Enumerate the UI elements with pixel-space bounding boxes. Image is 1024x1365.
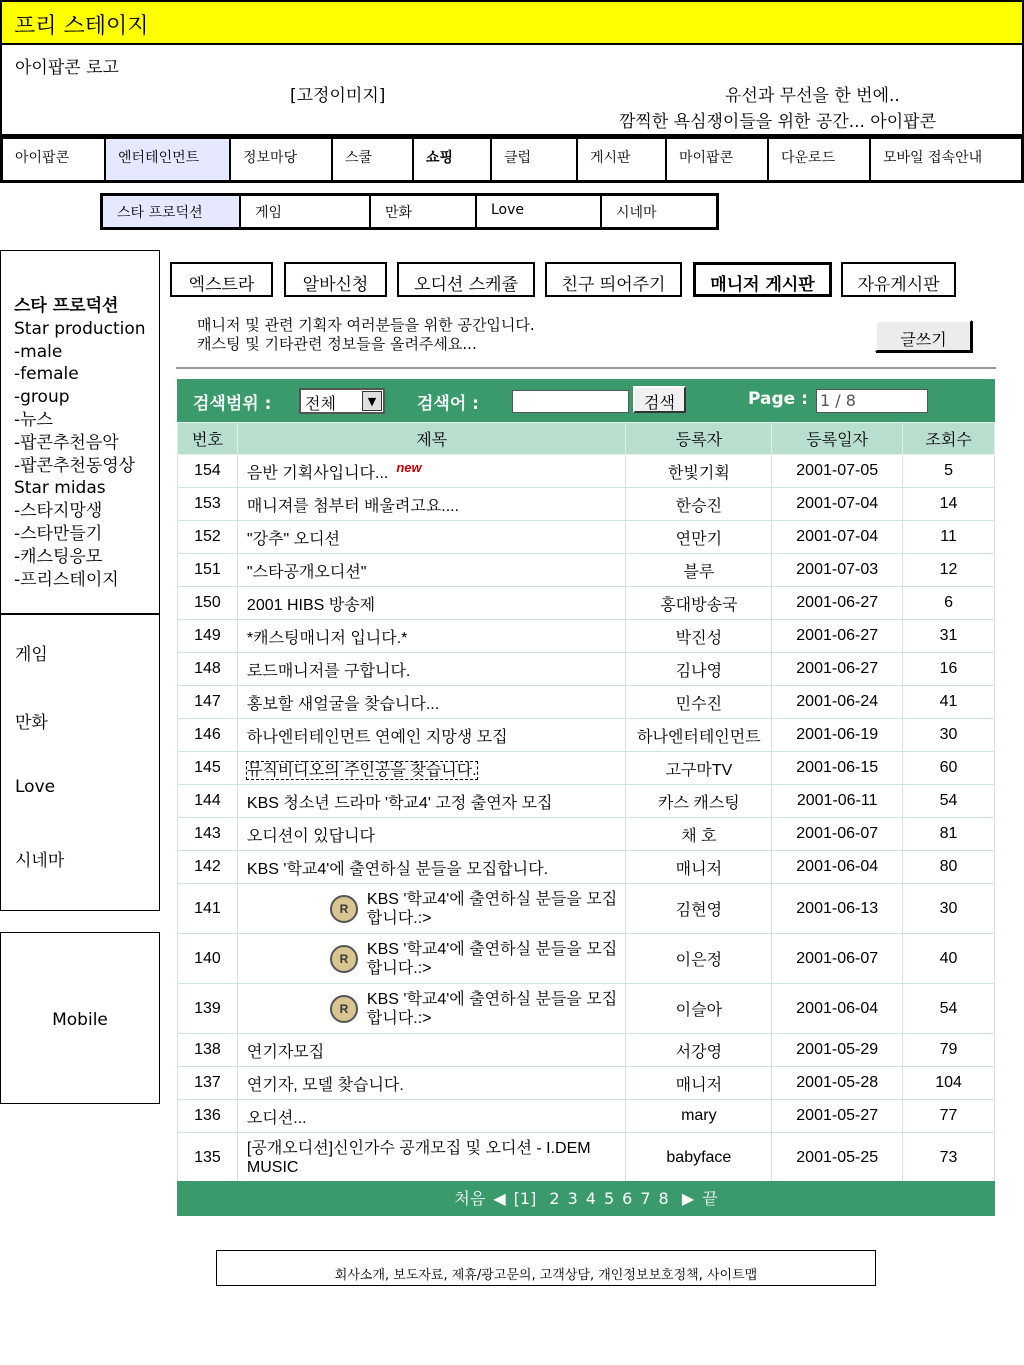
- row-title[interactable]: 로드매니저를 구합니다.: [237, 653, 626, 686]
- table-row[interactable]: [178, 620, 995, 653]
- reply-icon: R: [330, 895, 358, 923]
- row-date: 2001-06-24: [772, 686, 903, 719]
- table-row[interactable]: [178, 521, 995, 554]
- row-number: 141: [178, 884, 238, 934]
- col-date: 등록일자: [772, 423, 903, 455]
- table-row[interactable]: [178, 686, 995, 719]
- row-number: 148: [178, 653, 238, 686]
- row-title[interactable]: 오디션...: [237, 1100, 626, 1133]
- row-date: 2001-06-04: [772, 851, 903, 884]
- nav-school[interactable]: 스쿨: [333, 139, 414, 180]
- row-date: 2001-06-11: [772, 785, 903, 818]
- row-author: 매니저: [626, 1067, 772, 1100]
- row-title[interactable]: *캐스팅매니저 입니다.*: [237, 620, 626, 653]
- row-date: 2001-06-04: [772, 984, 903, 1034]
- mobile-label: Mobile: [52, 1010, 108, 1030]
- row-title-cell[interactable]: [237, 455, 626, 488]
- row-views: 30: [903, 884, 995, 934]
- page-link[interactable]: 2: [549, 1189, 560, 1208]
- dropdown-arrow-icon[interactable]: ▼: [362, 391, 382, 411]
- row-views: 12: [903, 554, 995, 587]
- nav-club[interactable]: 클럽: [492, 139, 578, 180]
- table-row-reply[interactable]: [178, 934, 995, 984]
- row-title[interactable]: 2001 HIBS 방송제: [237, 587, 626, 620]
- slogan-line1: 유선과 무선을 한 번에..: [725, 86, 900, 106]
- subnav-star-production[interactable]: 스타 프로덕션: [103, 196, 241, 227]
- row-views: 11: [903, 521, 995, 554]
- sidebar-item-casting[interactable]: -캐스팅응모: [14, 546, 103, 567]
- row-date: 2001-07-03: [772, 554, 903, 587]
- reply-icon: R: [330, 995, 358, 1023]
- site-logo[interactable]: 아이팝콘 로고: [15, 58, 119, 78]
- row-views: 104: [903, 1067, 995, 1100]
- row-date: 2001-07-04: [772, 521, 903, 554]
- search-keyword-label: 검색어 :: [417, 394, 479, 414]
- row-views: 30: [903, 719, 995, 752]
- nav-ipopcorn[interactable]: 아이팝콘: [3, 139, 106, 180]
- scope-value: 전체: [305, 394, 336, 413]
- table-row[interactable]: [178, 455, 995, 488]
- page-title: 프리 스테이지: [0, 0, 1024, 45]
- subnav-game[interactable]: 게임: [241, 196, 371, 227]
- row-number: 147: [178, 686, 238, 719]
- row-title[interactable]: 매니져를 첨부터 배울려고요....: [237, 488, 626, 521]
- row-author: babyface: [626, 1133, 772, 1183]
- new-badge: new: [396, 459, 422, 475]
- row-views: 14: [903, 488, 995, 521]
- row-title[interactable]: 오디션이 있답니다: [237, 818, 626, 851]
- row-date: 2001-06-27: [772, 653, 903, 686]
- page-last[interactable]: 끝: [702, 1189, 718, 1208]
- row-author: 연만기: [626, 521, 772, 554]
- nav-info[interactable]: 정보마당: [231, 139, 333, 180]
- search-button[interactable]: 검색: [633, 386, 686, 413]
- page-current: [1]: [513, 1189, 537, 1208]
- description-line1: 매니저 및 관련 기획자 여러분들을 위한 공간입니다.: [197, 316, 535, 334]
- table-row[interactable]: [178, 719, 995, 752]
- table-row[interactable]: [178, 1100, 995, 1133]
- row-views: 5: [903, 455, 995, 488]
- row-date: 2001-06-27: [772, 587, 903, 620]
- board-description: [197, 316, 535, 354]
- sidebar-item-news[interactable]: -뉴스: [14, 409, 53, 430]
- row-date: 2001-05-27: [772, 1100, 903, 1133]
- row-number: 143: [178, 818, 238, 851]
- row-author: 하나엔터테인먼트: [626, 719, 772, 752]
- row-number: 135: [178, 1133, 238, 1183]
- table-row[interactable]: [178, 1034, 995, 1067]
- row-views: 77: [903, 1100, 995, 1133]
- row-date: 2001-06-15: [772, 752, 903, 785]
- row-views: 80: [903, 851, 995, 884]
- row-views: 54: [903, 984, 995, 1034]
- row-author: 서강영: [626, 1034, 772, 1067]
- row-date: 2001-05-28: [772, 1067, 903, 1100]
- sidebar-cinema[interactable]: 시네마: [15, 851, 65, 871]
- row-title-cell[interactable]: [237, 884, 626, 934]
- description-line2: 캐스팅 및 기타관련 정보들을 올려주세요...: [197, 335, 477, 353]
- table-row[interactable]: [178, 851, 995, 884]
- row-views: 41: [903, 686, 995, 719]
- write-button[interactable]: 글쓰기: [875, 320, 972, 352]
- page-link[interactable]: 5: [603, 1189, 615, 1208]
- row-views: 16: [903, 653, 995, 686]
- row-number: 136: [178, 1100, 238, 1133]
- sidebar-item-female[interactable]: -female: [14, 364, 79, 385]
- table-row-reply[interactable]: [178, 984, 995, 1034]
- row-title[interactable]: 뮤직비디오의 주인공을 찾습니다.: [246, 761, 477, 779]
- sub-nav: [100, 193, 719, 230]
- row-date: 2001-06-07: [772, 934, 903, 984]
- divider: [176, 367, 996, 369]
- sidebar-item-male[interactable]: -male: [14, 341, 63, 362]
- row-author: 김현영: [626, 884, 772, 934]
- row-views: 73: [903, 1133, 995, 1183]
- row-author: 고구마TV: [626, 752, 772, 785]
- row-title[interactable]: [공개오디션]신인가수 공개모집 및 오디션 - I.DEM MUSIC: [237, 1133, 626, 1183]
- row-author: 채 호: [626, 818, 772, 851]
- col-number: 번호: [178, 423, 238, 455]
- subnav-cinema[interactable]: 시네마: [616, 205, 657, 221]
- tab-audition-schedule[interactable]: 오디션 스케쥴: [397, 262, 535, 297]
- table-row[interactable]: [178, 653, 995, 686]
- row-author: 한빛기획: [626, 455, 772, 488]
- main-nav: [0, 136, 1024, 183]
- row-date: 2001-06-13: [772, 884, 903, 934]
- sidebar-item-freestage[interactable]: -프리스테이지: [14, 569, 119, 590]
- sidebar-love[interactable]: Love: [15, 777, 56, 797]
- col-views: 조회수: [903, 423, 995, 455]
- row-author: 민수진: [626, 686, 772, 719]
- row-author: 박진성: [626, 620, 772, 653]
- sidebar-comic[interactable]: 만화: [15, 713, 48, 733]
- tab-extra[interactable]: 엑스트라: [170, 262, 273, 297]
- row-number: 153: [178, 488, 238, 521]
- tab-part-time[interactable]: 알바신청: [284, 262, 387, 297]
- nav-board[interactable]: 게시판: [578, 139, 667, 180]
- page-next-icon[interactable]: ▶: [681, 1189, 695, 1208]
- row-author: 홍대방송국: [626, 587, 772, 620]
- row-views: 60: [903, 752, 995, 785]
- sidebar-item-video[interactable]: -팝콘추천동영상: [14, 455, 136, 476]
- row-date: 2001-05-25: [772, 1133, 903, 1183]
- table-row[interactable]: [178, 818, 995, 851]
- row-author: 매니저: [626, 851, 772, 884]
- tab-free-board[interactable]: 자유게시판: [841, 262, 956, 297]
- row-number: 144: [178, 785, 238, 818]
- row-views: 79: [903, 1034, 995, 1067]
- page-link[interactable]: 8: [658, 1189, 669, 1208]
- row-number: 150: [178, 587, 238, 620]
- row-title[interactable]: KBS '학교4'에 출연하실 분들을 모집합니다.:>: [366, 990, 618, 1027]
- table-row-reply[interactable]: [178, 884, 995, 934]
- row-number: 138: [178, 1034, 238, 1067]
- sidebar-game[interactable]: 게임: [15, 645, 48, 665]
- sidebar-categories: [0, 614, 160, 911]
- row-views: 6: [903, 587, 995, 620]
- row-title[interactable]: KBS '학교4'에 출연하실 분들을 모집합니다.: [237, 851, 626, 884]
- sidebar-item-make-star[interactable]: -스타만들기: [14, 523, 103, 544]
- slogan-line2: 깜찍한 욕심쟁이들을 위한 공간... 아이팝콘: [619, 112, 937, 132]
- row-author: 카스 캐스팅: [626, 785, 772, 818]
- row-date: 2001-06-19: [772, 719, 903, 752]
- row-title[interactable]: 음반 기획사입니다...: [246, 464, 389, 482]
- row-author: 한승진: [626, 488, 772, 521]
- row-title-cell[interactable]: [237, 934, 626, 984]
- pagination: [177, 1181, 995, 1216]
- page-link[interactable]: 7: [640, 1189, 651, 1208]
- row-title[interactable]: 연기자모집: [237, 1034, 626, 1067]
- page-label: Page :: [748, 389, 808, 409]
- page-first[interactable]: 처음: [454, 1189, 486, 1208]
- row-title[interactable]: KBS 청소년 드라마 '학교4' 고정 출연자 모집: [237, 785, 626, 818]
- row-number: 137: [178, 1067, 238, 1100]
- row-number: 149: [178, 620, 238, 653]
- table-row[interactable]: [178, 1133, 995, 1183]
- col-title: 제목: [237, 423, 626, 455]
- search-scope-select[interactable]: [299, 388, 385, 414]
- row-title[interactable]: "스타공개오디션": [237, 554, 626, 587]
- page-input[interactable]: 1 / 8: [816, 389, 928, 413]
- row-date: 2001-07-04: [772, 488, 903, 521]
- row-number: 154: [178, 455, 238, 488]
- sidebar-item-aspirant[interactable]: -스타지망생: [14, 501, 103, 522]
- sidebar-heading: 스타 프로덕션: [14, 296, 119, 316]
- sidebar-item-music[interactable]: -팝콘추천음악: [14, 432, 119, 453]
- reply-icon: R: [330, 945, 358, 973]
- row-number: 139: [178, 984, 238, 1034]
- row-date: 2001-05-29: [772, 1034, 903, 1067]
- col-author: 등록자: [626, 423, 772, 455]
- tab-manager-board[interactable]: 매니저 게시판: [693, 262, 832, 297]
- row-title[interactable]: KBS '학교4'에 출연하실 분들을 모집합니다.:>: [366, 890, 618, 927]
- row-number: 146: [178, 719, 238, 752]
- nav-entertainment[interactable]: 엔터테인먼트: [106, 139, 231, 180]
- row-title[interactable]: 홍보할 새얼굴을 찾습니다...: [237, 686, 626, 719]
- table-row[interactable]: [178, 554, 995, 587]
- sidebar-item-star-midas[interactable]: Star midas: [14, 478, 106, 499]
- fixed-image: [고정이미지]: [290, 86, 386, 106]
- row-title-cell[interactable]: [237, 752, 626, 785]
- row-title[interactable]: 하나엔터테인먼트 연예인 지망생 모집: [237, 719, 626, 752]
- nav-mobile-guide[interactable]: 모바일 접속안내: [883, 150, 983, 166]
- row-author: 이은정: [626, 934, 772, 984]
- table-header: [178, 423, 995, 455]
- table-row[interactable]: [178, 752, 995, 785]
- row-number: 152: [178, 521, 238, 554]
- post-table: [177, 422, 995, 1183]
- row-title[interactable]: "강추" 오디션: [237, 521, 626, 554]
- row-number: 151: [178, 554, 238, 587]
- header: [0, 45, 1024, 136]
- row-author: 이슬아: [626, 984, 772, 1034]
- row-number: 142: [178, 851, 238, 884]
- row-views: 40: [903, 934, 995, 984]
- row-author: mary: [626, 1100, 772, 1133]
- row-date: 2001-06-27: [772, 620, 903, 653]
- row-author: 김나영: [626, 653, 772, 686]
- row-title[interactable]: 연기자, 모델 찾습니다.: [237, 1067, 626, 1100]
- search-input[interactable]: [512, 390, 629, 413]
- page-prev-icon[interactable]: ◀: [493, 1189, 506, 1208]
- row-views: 81: [903, 818, 995, 851]
- sidebar-item-group[interactable]: -group: [14, 387, 70, 408]
- table-row[interactable]: [178, 488, 995, 521]
- row-date: 2001-06-07: [772, 818, 903, 851]
- sidebar-item-star-production[interactable]: Star production: [14, 318, 146, 339]
- row-title[interactable]: KBS '학교4'에 출연하실 분들을 모집합니다.:>: [366, 940, 618, 977]
- row-views: 54: [903, 785, 995, 818]
- table-row[interactable]: [178, 1067, 995, 1100]
- row-date: 2001-07-05: [772, 455, 903, 488]
- table-row[interactable]: [178, 785, 995, 818]
- nav-shopping[interactable]: 쇼핑: [414, 139, 492, 180]
- subnav-love[interactable]: Love: [477, 196, 602, 227]
- row-views: 31: [903, 620, 995, 653]
- page-link[interactable]: 3: [567, 1189, 578, 1208]
- footer-links[interactable]: 회사소개, 보도자료, 제휴/광고문의, 고객상담, 개인정보보호정책, 사이트맵: [216, 1250, 876, 1286]
- subnav-comic[interactable]: 만화: [371, 196, 477, 227]
- row-title-cell[interactable]: [237, 984, 626, 1034]
- tab-promote-friend[interactable]: 친구 띄어주기: [545, 262, 682, 297]
- table-row[interactable]: [178, 587, 995, 620]
- row-number: 145: [178, 752, 238, 785]
- nav-mypopcorn[interactable]: 마이팝콘: [667, 139, 769, 180]
- nav-download[interactable]: 다운로드: [769, 139, 871, 180]
- row-number: 140: [178, 934, 238, 984]
- page-link[interactable]: 4: [585, 1189, 596, 1208]
- sidebar-menu: [0, 250, 160, 614]
- search-scope-label: 검색범위 :: [193, 394, 272, 414]
- sidebar-mobile[interactable]: [0, 932, 160, 1104]
- row-author: 블루: [626, 554, 772, 587]
- page-link[interactable]: 6: [622, 1189, 633, 1208]
